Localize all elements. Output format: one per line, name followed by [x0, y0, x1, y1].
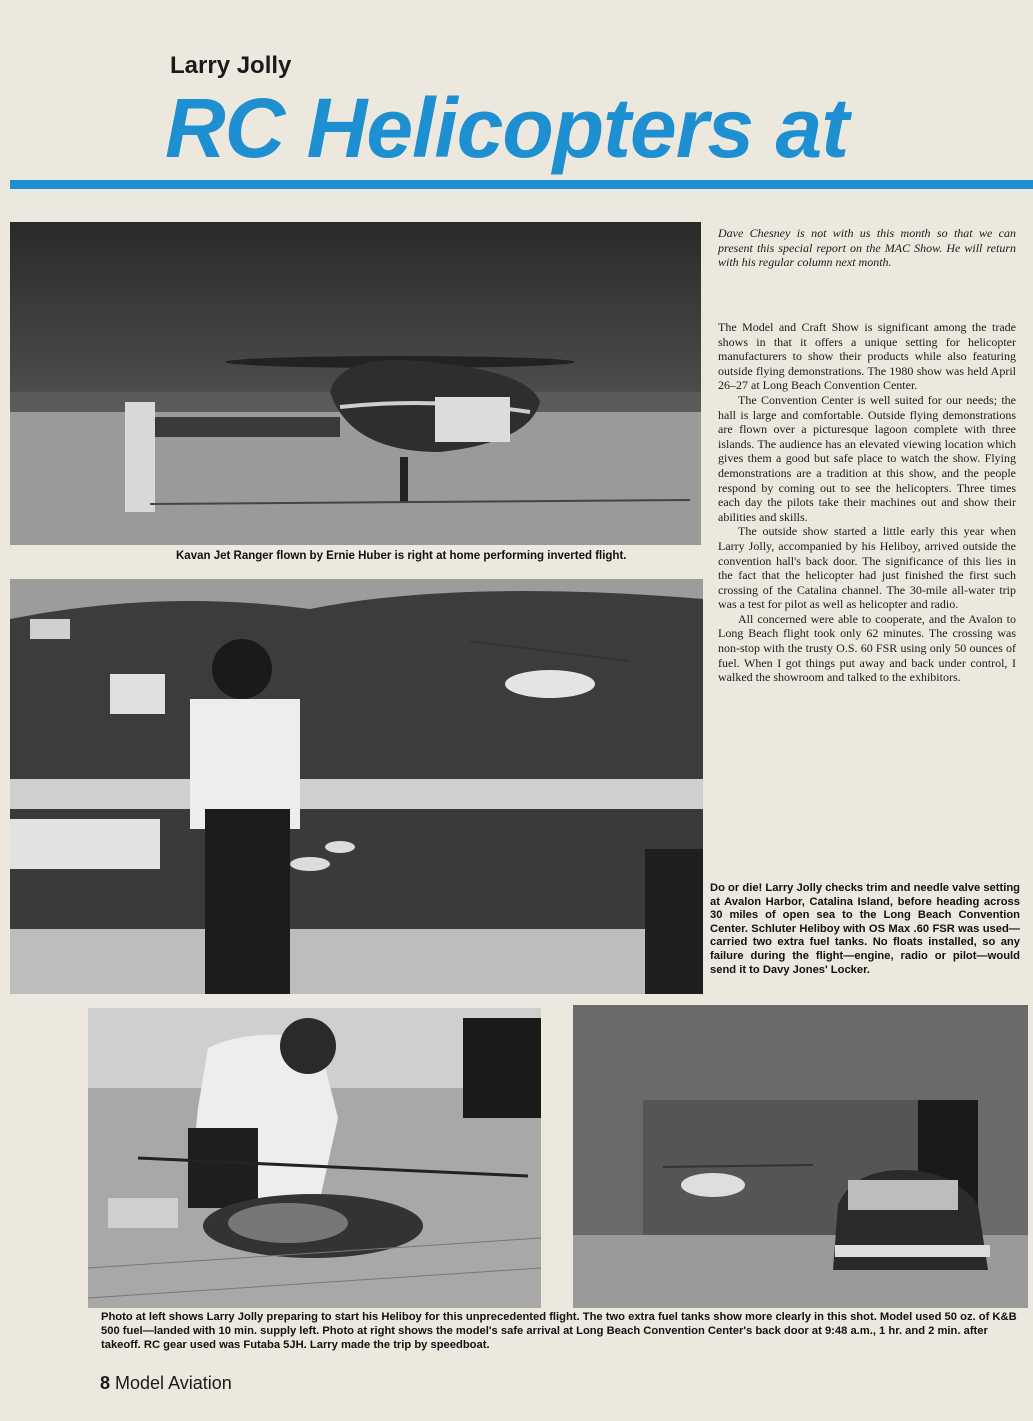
article-paragraph: The outside show started a little early this year when Larry Jolly, accompanied by his Heliboy, arrived outside the convention hall's back door. The significance of this lies in the fact that the helicopter had just finished the first such crossing of the Catalina channel. The 30-mile all-water trip was a test for pilot as well as helicopter and radio. [718, 524, 1016, 612]
page-folio [100, 1373, 232, 1394]
caption-jet-ranger: Kavan Jet Ranger flown by Ernie Huber is right at home performing inverted flight. [176, 550, 627, 562]
article-headline: RC Helicopters at [165, 81, 849, 175]
article-paragraph: The Convention Center is well suited for our needs; the hall is large and comfortable. Outside flying demonstrations are flown over a picturesque lagoon complete with three islands. The audience has an elevated viewing location which gives them a good but safe place to watch the show. Flying demonstrations are a tradition at this show, and the people respond by coming out to see the helicopters. Three times each day the pilots take their machines out and show their abilities and skills. [718, 392, 1016, 524]
page-number: 8 [100, 1373, 111, 1393]
photo-avalon-harbor [10, 579, 703, 994]
header-rule [10, 180, 1033, 189]
article-paragraph: All concerned were able to cooperate, and the Avalon to Long Beach flight took only 62 minutes. The crossing was non-stop with the trusty O.S. 60 FSR using only 50 ounces of fuel. When I got things put away and back under control, I walked the showroom and talked to the exhibitors. [718, 611, 1016, 685]
photo-long-beach-arrival [573, 1005, 1028, 1308]
article-intro: Dave Chesney is not with us this month so that we can present this special report on the MAC Show. He will return with his regular column next month. [718, 226, 1016, 269]
photo-larry-jolly-start [88, 1008, 541, 1308]
magazine-name: Model Aviation [115, 1373, 232, 1393]
article-body [718, 320, 1016, 685]
caption-bottom-photos: Photo at left shows Larry Jolly preparing to start his Heliboy for this unprecedented flight. The two extra fuel tanks show more clearly in this shot. Model used 50 oz. of K&B 500 fuel—landed with 10 min. supply left. Photo at right shows the model's safe arrival at Long Beach Convention Center's back door at 9:48 a.m., 1 hr. and 2 min. after takeoff. RC gear used was Futaba 5JH. Larry made the trip by speedboat. [101, 1311, 1017, 1351]
caption-avalon-harbor: Do or die! Larry Jolly checks trim and needle valve setting at Avalon Harbor, Catalina Island, before heading across 30 miles of open sea to the Long Beach Convention Center. Schluter Heliboy with OS Max .60 FSR was used—carried two extra fuel tanks. No floats installed, so any failure during the flight—engine, radio or pilot—would send it to Davy Jones' Locker. [710, 882, 1020, 976]
article-paragraph: The Model and Craft Show is significant among the trade shows in that it offers a unique setting for helicopter manufacturers to show their products while also featuring outside flying demonstrations. The 1980 show was held April 26–27 at Long Beach Convention Center. [718, 320, 1016, 393]
author-byline: Larry Jolly [170, 52, 292, 79]
photo-jet-ranger [10, 222, 701, 545]
